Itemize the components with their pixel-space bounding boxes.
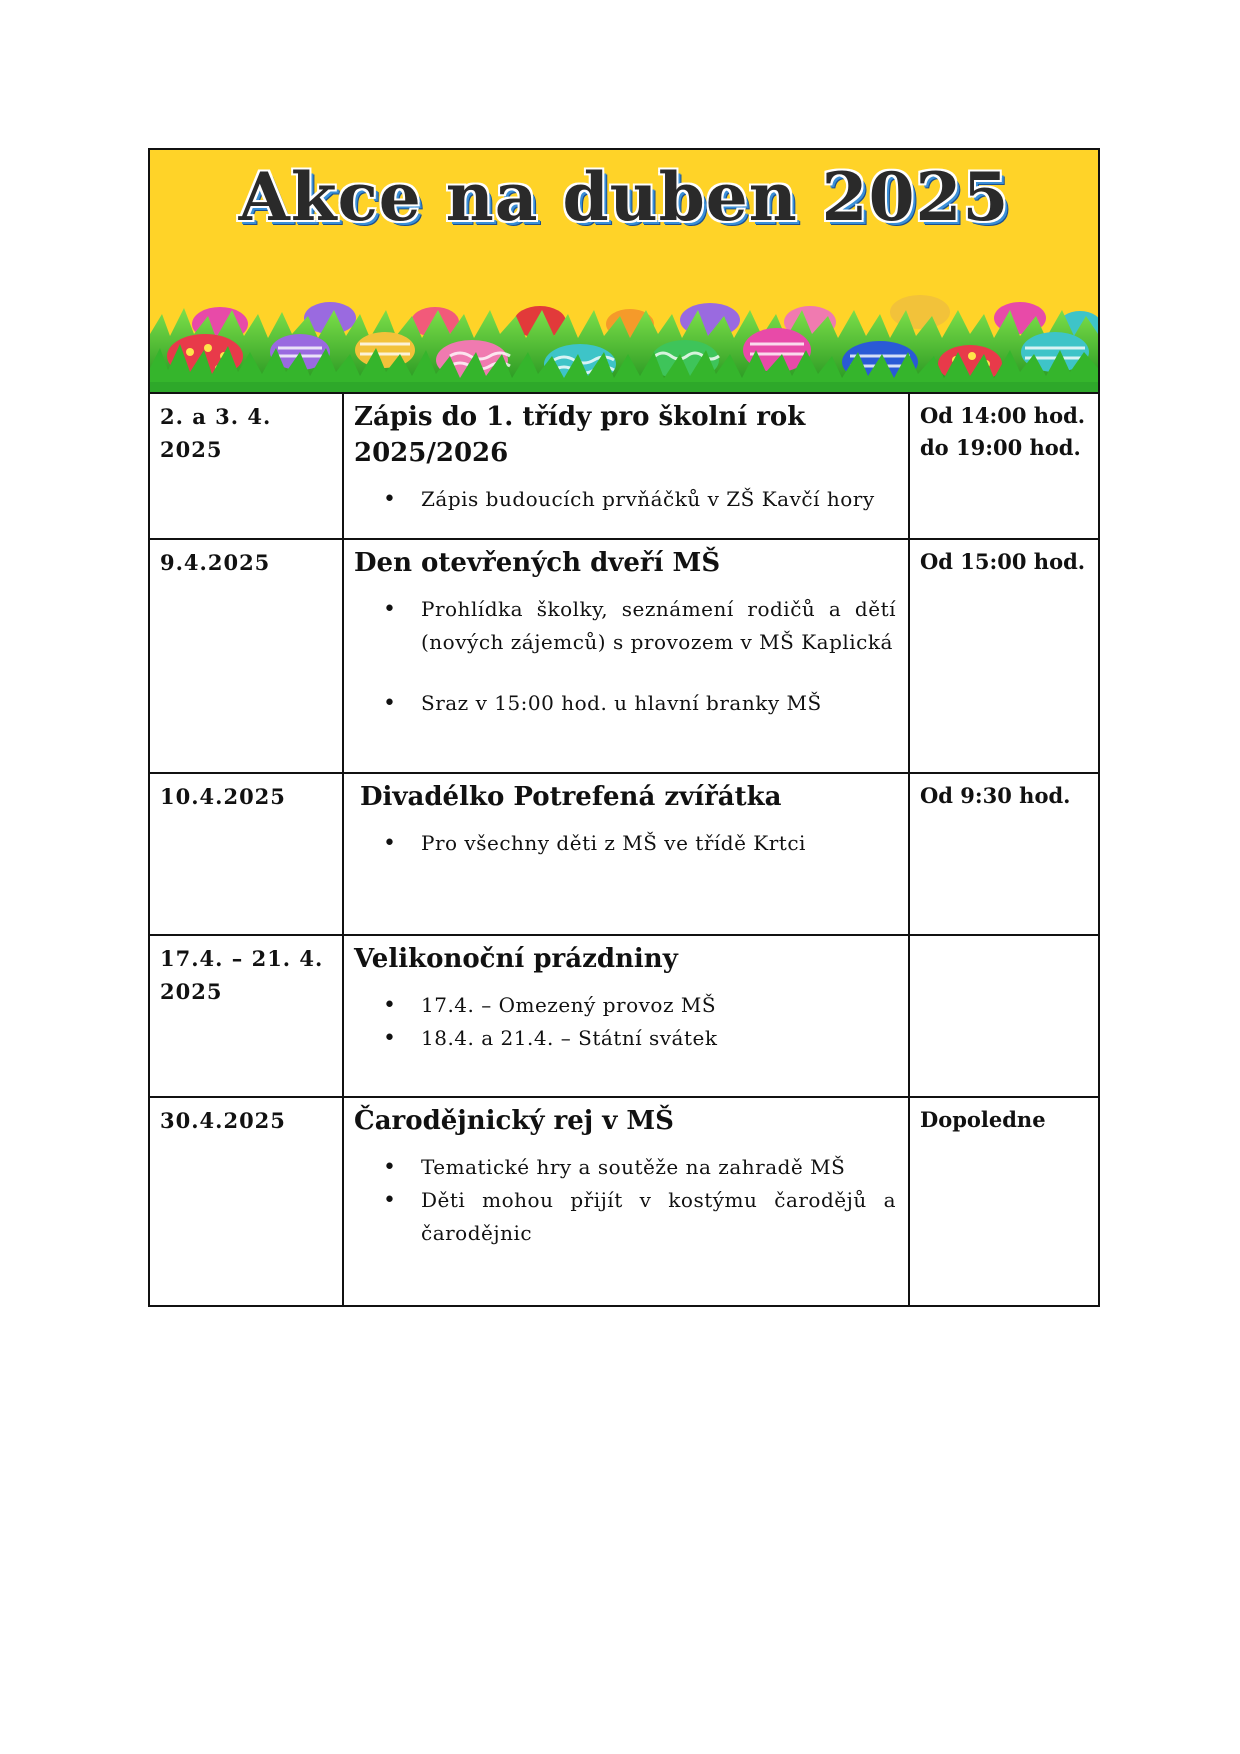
list-item: • Pro všechny děti z MŠ ve třídě Krtci (421, 827, 896, 860)
event-details-list (354, 483, 896, 516)
event-date: 17.4. – 21. 4. 2025 (160, 946, 324, 1004)
event-cell (343, 539, 909, 773)
list-item: • Zápis budoucích prvňáčků v ZŠ Kavčí hory (421, 483, 896, 516)
event-details-list (360, 827, 896, 860)
event-title: Zápis do 1. třídy pro školní rok 2025/2026 (354, 402, 806, 468)
date-cell (150, 935, 343, 1097)
event-row (150, 394, 1098, 539)
event-cell (343, 773, 909, 935)
event-row (150, 1097, 1098, 1305)
event-time: Od 14:00 hod. do 19:00 hod. (920, 403, 1086, 460)
event-title: Čarodějnický rej v MŠ (354, 1106, 674, 1136)
list-item: • Tematické hry a soutěže na zahradě MŠ (421, 1151, 896, 1184)
time-cell (909, 539, 1098, 773)
event-date: 2. a 3. 4. 2025 (160, 404, 272, 462)
events-poster (148, 148, 1100, 1307)
date-cell (150, 773, 343, 935)
time-cell (909, 935, 1098, 1097)
event-row (150, 773, 1098, 935)
time-cell (909, 394, 1098, 539)
event-cell (343, 935, 909, 1097)
event-time (910, 936, 1098, 942)
event-row (150, 935, 1098, 1097)
event-time: Od 9:30 hod. (920, 783, 1071, 808)
event-date: 9.4.2025 (160, 550, 271, 575)
event-title: Den otevřených dveří MŠ (354, 548, 721, 578)
header-banner (150, 150, 1098, 394)
event-time: Od 15:00 hod. (920, 549, 1086, 574)
date-cell (150, 539, 343, 773)
event-details-list (354, 593, 896, 720)
event-row (150, 539, 1098, 773)
event-cell (343, 394, 909, 539)
event-cell (343, 1097, 909, 1305)
event-date: 30.4.2025 (160, 1108, 286, 1133)
time-cell (909, 773, 1098, 935)
list-item: • 17.4. – Omezený provoz MŠ (421, 989, 896, 1022)
event-title: Divadélko Potrefená zvířátka (360, 782, 782, 812)
time-cell (909, 1097, 1098, 1305)
event-date: 10.4.2025 (160, 784, 286, 809)
event-time: Dopoledne (920, 1107, 1046, 1132)
easter-eggs-grass-illustration (150, 264, 1098, 392)
list-item: • Děti mohou přijít v kostýmu čarodějů a čarodějnic (421, 1184, 896, 1250)
event-details-list (354, 1151, 896, 1250)
list-item: • 18.4. a 21.4. – Státní svátek (421, 1022, 896, 1055)
event-title: Velikonoční prázdniny (354, 944, 678, 974)
list-item: • Prohlídka školky, seznámení rodičů a dětí (nových zájemců) s provozem v MŠ Kaplická (421, 593, 896, 659)
date-cell (150, 394, 343, 539)
events-table (150, 394, 1098, 1305)
event-details-list (354, 989, 896, 1055)
list-item: • Sraz v 15:00 hod. u hlavní branky MŠ (421, 687, 896, 720)
page-title: Akce na duben 2025 (238, 158, 1010, 236)
date-cell (150, 1097, 343, 1305)
